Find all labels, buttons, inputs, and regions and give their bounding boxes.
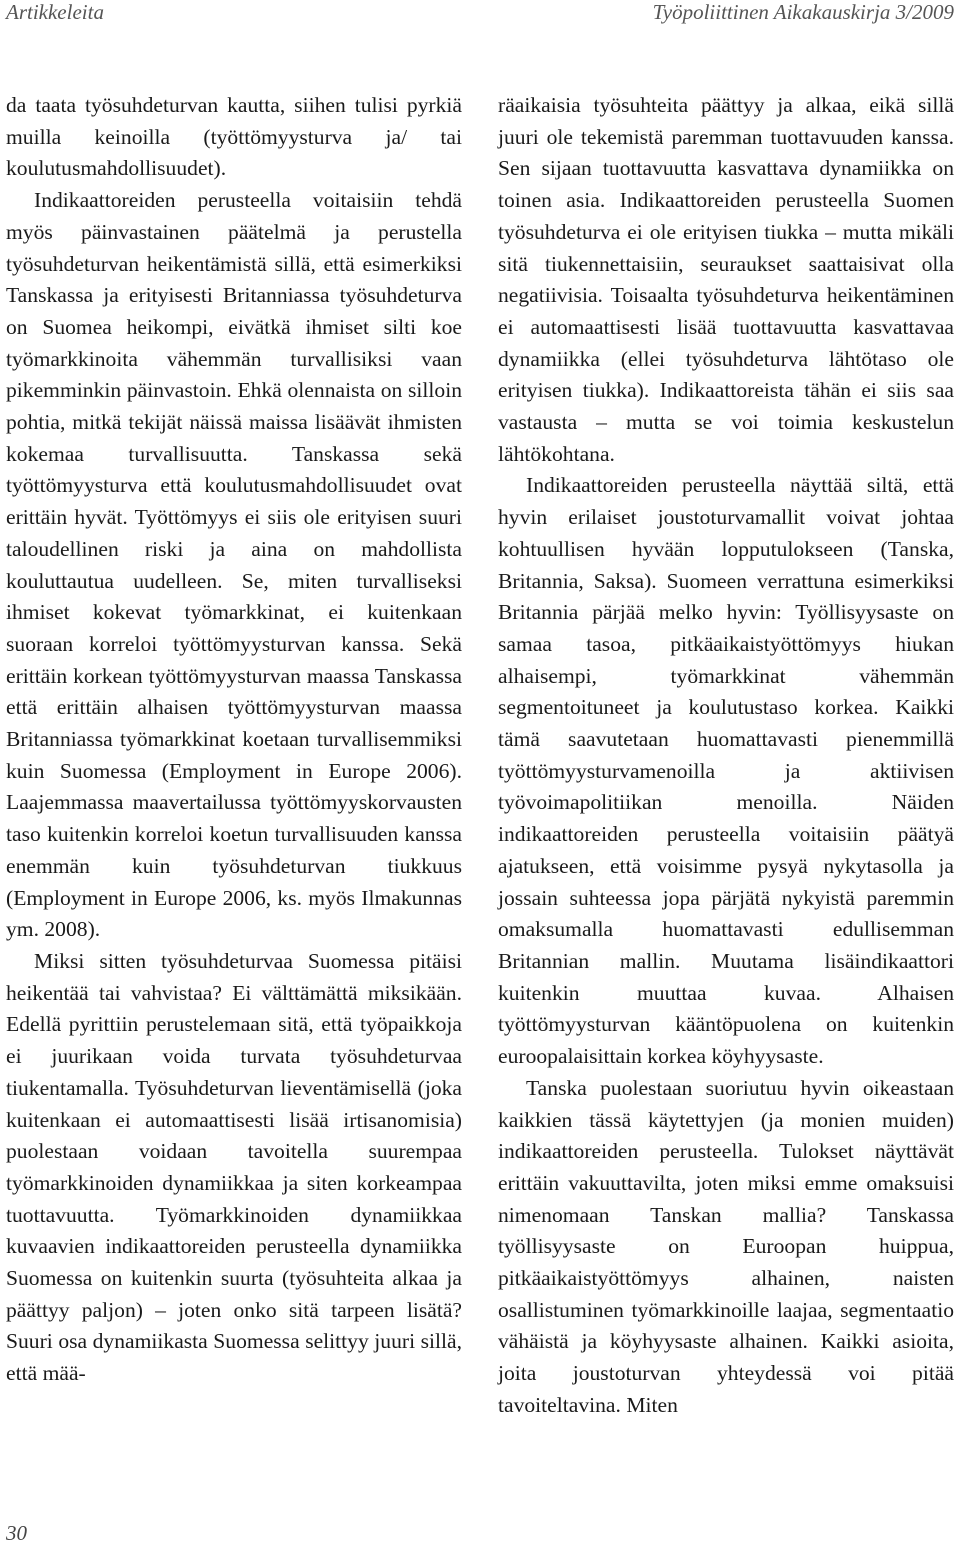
paragraph: räaikaisia työsuhteita päättyy ja alkaa, eikä sillä juuri ole tekemistä paremman tuottavuuden kanssa. Sen sijaan tuottavuutta kasvattava dynamiikka on toinen asia. Indikaattoreiden perusteella Suomen työsuhdeturva ei ole erityisen tiukka – mutta mikäli sitä tiukennettaisiin, seuraukset saattaisivat olla negatiivisia. Toisaalta työsuhdeturva heikentäminen ei automaattisesti lisää tuottavuutta kasvattavaa dynamiikka (ellei työsuhdeturva lähtötaso ole erityisen tiukka). Indikaattoreista tähän ei siis saa vastausta – mutta se voi toimia keskustelun lähtökohtana. — [498, 93, 954, 466]
page-number: 30 — [6, 1521, 27, 1545]
paragraph: Indikaattoreiden perusteella näyttää siltä, että hyvin erilaiset joustoturvamallit voivat johtaa kohtuullisen hyvään lopputulokseen (Tanska, Britannia, Saksa). Suomeen verrattuna esimerkiksi Britannia pärjää melko hyvin: Työllisyysaste on samaa tasoa, pitkäaikaistyöttömyys hiukan alhaisempi, työmarkkinat vähemmän segmentoituneet ja koulutustaso korkea. Kaikki tämä saavutetaan huomattavasti pienemmillä työttömyysturvamenoilla ja aktiivisen työvoimapolitiikan menoilla. Näiden indikaattoreiden perusteella voitaisiin päätyä ajatukseen, että voisimme pysyä nykytasolla ja jossain suhteessa jopa pärjätä nykyistä paremmin omaksumalla huomattavasti edullisemman Britannian mallin. Muutama lisäindikaattori kuitenkin muuttaa kuvaa. Alhaisen työttömyysturvan kääntöpuolena on kuitenkin euroopalaisittain korkea köyhyysaste. — [498, 473, 954, 1069]
paragraph: Miksi sitten työsuhdeturvaa Suomessa pitäisi heikentää tai vahvistaa? Ei välttämättä miksikään. Edellä pyrittiin perustelemaan sitä, että työpaikkoja ei juurikaan voida turvata työsuhdeturvaa tiukentamalla. Työsuhdeturvan lieventämisellä (joka kuitenkaan ei automaattisesti lisää irtisanomisia) puolestaan voidaan tavoitella suurempaa työmarkkinoiden dynamiikkaa ja siten korkeampaa tuottavuutta. Työmarkkinoiden dynamiikkaa kuvaavien indikaattoreiden perusteella dynamiikka Suomessa on kuitenkin suurta (työsuhteita alkaa ja päättyy paljon) – joten onko sitä tarpeen lisätä? Suuri osa dynamiikasta Suomessa selittyy juuri sillä, että mää- — [6, 948, 462, 1386]
paragraph: Indikaattoreiden perusteella voitaisiin tehdä myös päinvastainen päätelmä ja perustella työsuhdeturvan heikentämistä sillä, että esimerkiksi Tanskassa ja erityisesti Britanniassa työsuhdeturva on Suomea heikompi, eivätkä ihmiset silti koe työmarkkinoita vähemmän turvallisiksi vaan pikemminkin päinvastoin. Ehkä olennaista on silloin pohtia, mitkä tekijät näissä maissa lisäävät ihmisten kokemaa turvallisuutta. Tanskassa sekä työttömyysturva että koulutusmahdollisuudet ovat erittäin hyvät. Työttömyys ei siis ole erityisen suuri taloudellinen riski ja aina on mahdollista kouluttautua uudelleen. Se, miten turvalliseksi ihmiset kokevat työmarkkinat, ei kuitenkaan suoraan korreloi työttömyysturvan kanssa. Sekä erittäin korkean työttömyysturvan maassa Tanskassa että erittäin alhaisen työttömyysturvan maassa Britanniassa työmarkkinat koetaan turvallisemmiksi kuin Suomessa (Employment in Europe 2006). Laajemmassa maavertailussa työttömyyskorvausten taso kuitenkin korreloi koetun turvallisuuden kanssa enemmän kuin työsuhdeturvan tiukkuus (Employment in Europe 2006, ks. myös Ilmakunnas ym. 2008). — [6, 188, 462, 942]
running-header — [0, 0, 960, 30]
right-column — [498, 90, 954, 1422]
section-label: Artikkeleita — [6, 0, 104, 24]
left-column — [6, 90, 462, 1390]
journal-title: Työpoliittinen Aikakauskirja 3/2009 — [652, 0, 954, 24]
paragraph: Tanska puolestaan suoriutuu hyvin oikeastaan kaikkien tässä käytettyjen (ja monien muiden) indikaattoreiden perusteella. Tulokset näyttävät erittäin vakuuttavilta, joten miksi emme omaksuisi nimenomaan Tanskan mallia? Tanskassa työllisyysaste on Euroopan huippua, pitkäaikaistyöttömyys alhainen, naisten osallistuminen työmarkkinoille laajaa, segmentaatio vähäistä ja köyhyysaste alhainen. Kaikki asioita, joita joustoturvan yhteydessä voi pitää tavoiteltavina. Miten — [498, 1075, 954, 1417]
paragraph: da taata työsuhdeturvan kautta, siihen tulisi pyrkiä muilla keinoilla (työttömyysturva ja/ tai koulutusmahdollisuudet). — [6, 93, 462, 181]
